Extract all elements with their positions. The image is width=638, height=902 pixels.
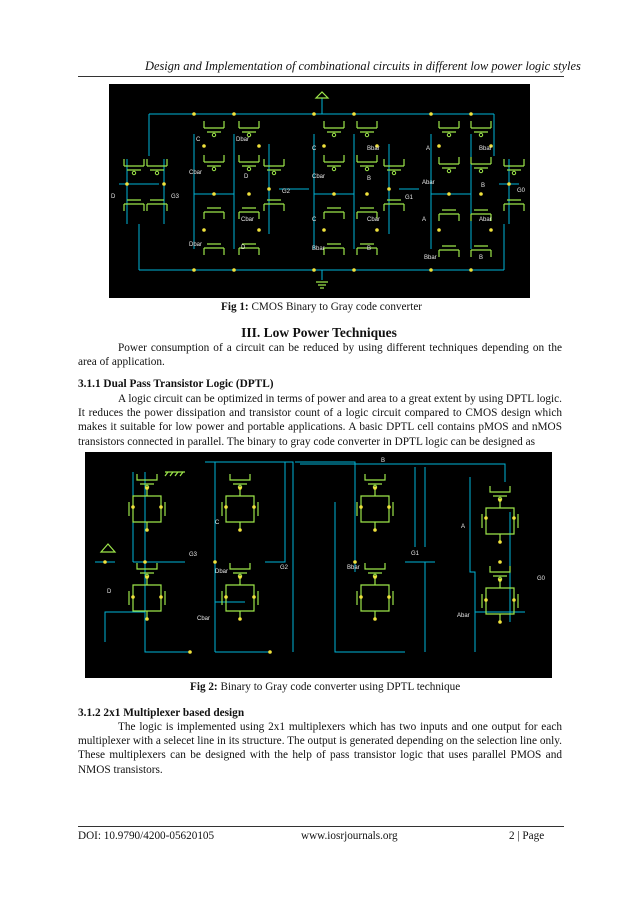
mux-heading: 3.1.2 2x1 Multiplexer based design	[78, 707, 245, 719]
fig2-label-cbar: Cbar	[197, 616, 211, 622]
fig1-label-dbar1: Dbar	[236, 137, 250, 143]
running-header: Design and Implementation of combinational circuits in different low power logic styles	[145, 59, 581, 73]
fig1-label-g0: G0	[517, 188, 526, 194]
fig2-label-c: C	[215, 520, 220, 526]
fig1-label-d2: D	[241, 245, 246, 251]
footer-page-number: 2 | Page	[509, 830, 545, 842]
fig1-label-b3: B	[481, 183, 486, 189]
fig1-label-bbar3: Bbar	[479, 146, 492, 152]
footer-rule	[78, 826, 564, 827]
figure-1-caption-label: Fig 1:	[221, 301, 249, 313]
fig1-label-c1: C	[196, 137, 201, 143]
figure-2-caption	[190, 681, 460, 693]
fig1-label-g2: G2	[282, 189, 291, 195]
fig1-label-b4: B	[479, 255, 484, 261]
mux-paragraph: The logic is implemented using 2x1 multiplexers which has two inputs and one output for each multiplexer with a selecet line in its structure. The output is generated depending on the selection line only. These multiplexers can be designed with the help of pass transistor logic that uses parallel PMOS and NMOS transistors.	[78, 721, 562, 776]
fig1-label-cbar3: Cbar	[312, 174, 326, 180]
dptl-heading: 3.1.1 Dual Pass Transistor Logic (DPTL)	[78, 378, 274, 390]
footer-journal-site: www.iosrjournals.org	[301, 830, 398, 842]
dptl-paragraph: A logic circuit can be optimized in terms of power and area to a great extent by using DPTL logic. It reduces the power dissipation and transistor count of a logic circuit compared to CMOS design which makes it suitable for low power and portable applications. A basic DPTL cell contains pMOS and nMOS transistors connected in parallel. The binary to gray code converter in DPTL logic can be designed as	[78, 393, 562, 448]
fig1-label-g1: G1	[405, 195, 414, 201]
figure-1-schematic	[109, 84, 530, 298]
fig1-label-bbar2: Bbar	[312, 246, 325, 252]
figure-2-caption-text: Binary to Gray code converter using DPTL technique	[217, 681, 461, 693]
fig2-label-g0: G0	[537, 576, 546, 582]
fig1-label-dbar2: Dbar	[189, 242, 203, 248]
fig2-label-g3: G3	[189, 552, 198, 558]
fig1-label-abar1: Abar	[422, 180, 435, 186]
figure-2-caption-label: Fig 2:	[190, 681, 218, 693]
fig1-label-bbar4: Bbar	[424, 255, 437, 261]
figure-1-caption-text: CMOS Binary to Gray code converter	[248, 301, 423, 313]
fig2-label-abar: Abar	[457, 613, 470, 619]
fig2-label-d: D	[107, 589, 112, 595]
fig1-label-c2: C	[312, 146, 317, 152]
fig1-label-b1: B	[367, 176, 372, 182]
fig2-label-g2: G2	[280, 565, 289, 571]
footer-doi: DOI: 10.9790/4200-05620105	[78, 830, 215, 842]
fig1-label-abar2: Abar	[479, 217, 492, 223]
fig1-label-c3: C	[312, 217, 317, 223]
fig1-label-a1: A	[426, 146, 431, 152]
fig2-label-g1: G1	[411, 551, 420, 557]
fig1-label-d1: D	[244, 174, 249, 180]
fig1-label-b2: B	[367, 246, 372, 252]
fig2-label-a: A	[461, 524, 466, 530]
fig1-label-cbar1: Cbar	[189, 170, 203, 176]
fig1-label-d-in: D	[111, 194, 116, 200]
fig1-label-cbar2: Cbar	[241, 217, 255, 223]
figure-1-caption	[221, 301, 422, 313]
fig2-label-bbar: Bbar	[347, 565, 360, 571]
fig1-label-bbar1: Bbar	[367, 146, 380, 152]
fig1-label-a2: A	[422, 217, 427, 223]
section-title: III. Low Power Techniques	[241, 325, 397, 340]
fig1-label-g3: G3	[171, 194, 180, 200]
section-intro-paragraph: Power consumption of a circuit can be reduced by using different techniques depending on the area of application.	[78, 342, 562, 369]
figure-2-schematic	[85, 452, 552, 678]
fig2-label-b: B	[381, 458, 386, 464]
header-rule	[78, 76, 564, 77]
fig1-label-cbar4: Cbar	[367, 217, 381, 223]
fig2-label-dbar: Dbar	[215, 569, 229, 575]
